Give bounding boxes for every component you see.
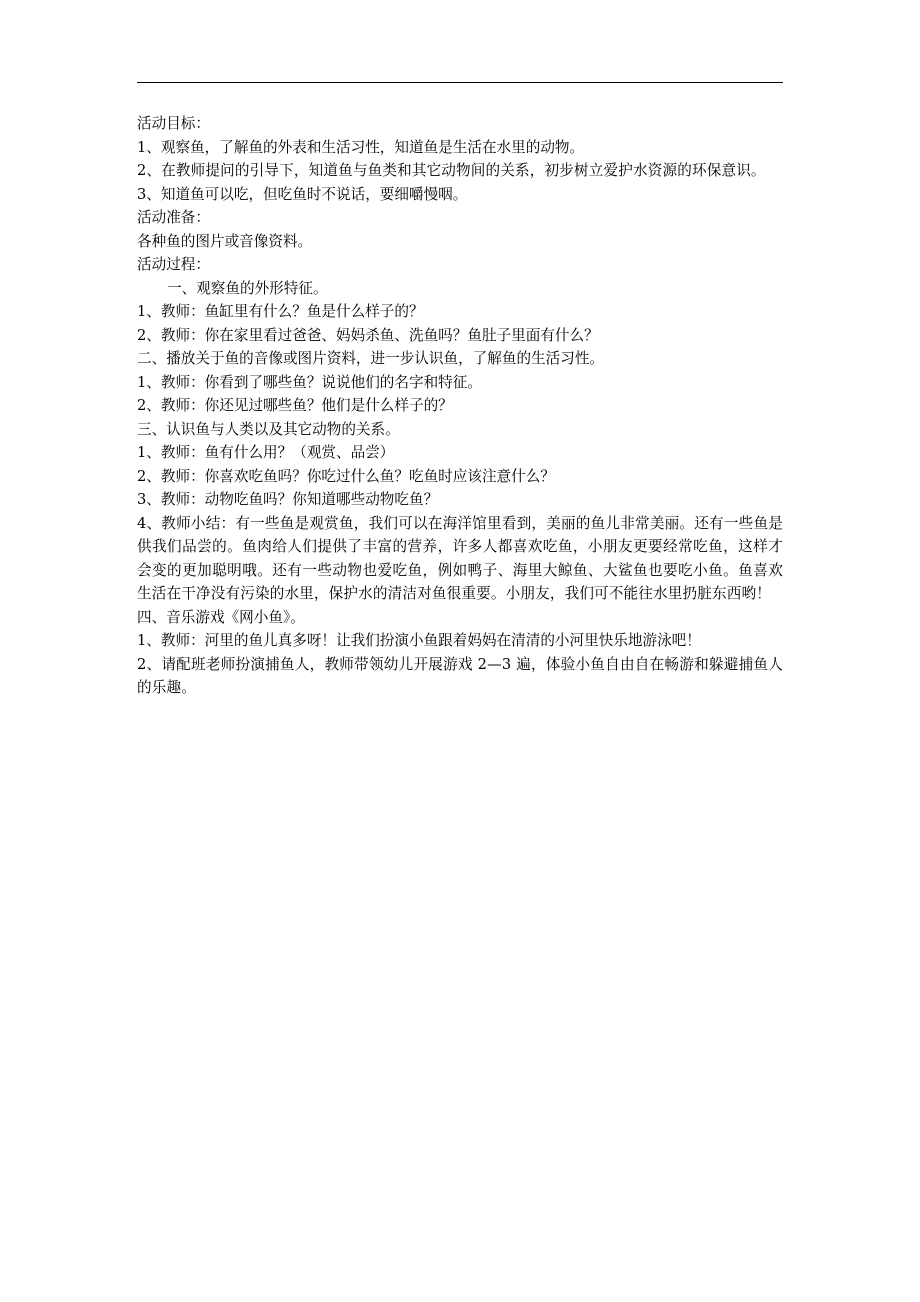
prep-item: 各种鱼的图片或音像资料。 (137, 232, 313, 250)
process-heading: 活动过程： (137, 256, 210, 273)
header-rule (137, 82, 783, 83)
question-item: 1、教师：你看到了哪些鱼？说说他们的名字和特征。 (137, 373, 482, 391)
goal-heading: 活动目标： (137, 115, 210, 132)
prep-heading: 活动准备： (137, 209, 210, 226)
question-item: 3、教师：动物吃鱼吗？你知道哪些动物吃鱼？ (137, 491, 439, 508)
section-title: 四、音乐游戏《网小鱼》。 (137, 608, 305, 626)
question-item: 2、请配班老师扮演捕鱼人，教师带领幼儿开展游戏 2—3 遍，体验小鱼自由自在畅游和躲避捕鱼人的乐趣。 (137, 655, 783, 696)
goal-item: 1、观察鱼，了解鱼的外表和生活习性，知道鱼是生活在水里的动物。 (137, 138, 585, 156)
goal-item: 2、在教师提问的引导下，知道鱼与鱼类和其它动物间的关系，初步树立爱护水资源的环保意识。 (137, 162, 766, 179)
question-item: 1、教师：河里的鱼儿真多呀！让我们扮演小鱼跟着妈妈在清清的小河里快乐地游泳吧！ (137, 632, 701, 649)
summary-paragraph: 4、教师小结：有一些鱼是观赏鱼，我们可以在海洋馆里看到，美丽的鱼儿非常美丽。还有一些鱼是供我们品尝的。鱼肉给人们提供了丰富的营养，许多人都喜欢吃鱼，小朋友更要经常吃鱼，这样才会变的更加聪明哦。还有一些动物也爱吃鱼，例如鸭子、海里大鲸鱼、大鲨鱼也要吃小鱼。鱼喜欢生活在干净没有污染的水里，保护水的清洁对鱼很重要。小朋友，我们可不能往水里扔脏东西哟！ (137, 514, 783, 602)
document-body (137, 112, 783, 700)
section-title: 二、播放关于鱼的音像或图片资料，进一步认识鱼，了解鱼的生活习性。 (137, 350, 605, 367)
question-item: 2、教师：你喜欢吃鱼吗？你吃过什么鱼？吃鱼时应该注意什么？ (137, 467, 555, 485)
goal-item: 3、知道鱼可以吃，但吃鱼时不说话，要细嚼慢咽。 (137, 185, 468, 203)
question-item: 1、教师：鱼缸里有什么？鱼是什么样子的？ (137, 303, 424, 320)
question-item: 1、教师：鱼有什么用？（观赏、品尝） (137, 444, 395, 461)
section-title: 三、认识鱼与人类以及其它动物的关系。 (137, 420, 400, 438)
section-title: 一、观察鱼的外形特征。 (167, 279, 328, 297)
question-item: 2、教师：你在家里看过爸爸、妈妈杀鱼、洗鱼吗？鱼肚子里面有什么？ (137, 326, 599, 344)
question-item: 2、教师：你还见过哪些鱼？他们是什么样子的？ (137, 397, 453, 414)
